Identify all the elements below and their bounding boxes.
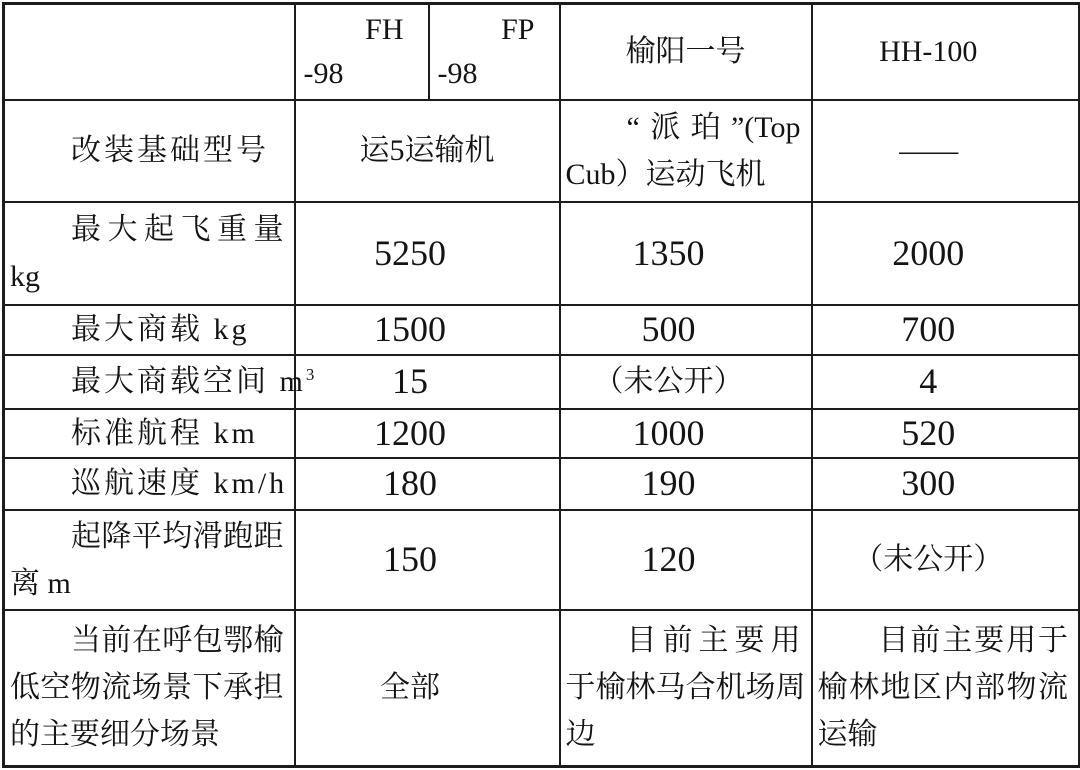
row-label-takeoff-roll: [4, 510, 295, 610]
label-line: 当前在呼包鄂榆: [71, 624, 284, 658]
cell-base-model-fhfp: 运5运输机: [295, 100, 560, 202]
cell-payload-yuyang: 500: [560, 305, 812, 355]
header-fp98: [429, 4, 560, 100]
header-fh98-line1: FH: [365, 12, 404, 46]
label-text: 最大商载 kg: [71, 313, 250, 346]
row-label-mtow: [4, 202, 295, 305]
table-row-cruise-speed: [4, 458, 1080, 510]
label-line: 离 m: [10, 566, 71, 600]
row-label-scenario: [4, 610, 295, 767]
cell-line: Cub）运动飞机: [565, 157, 766, 191]
cell-scenario-yuyang: [560, 610, 812, 767]
row-label-range: [4, 409, 295, 458]
table-row-max-payload: [4, 305, 1080, 355]
label-line: 的主要细分场景: [10, 718, 220, 752]
label-line: 最大起飞重量: [71, 213, 284, 246]
cell-scenario-hh100: [812, 610, 1080, 767]
cell-speed-hh100: 300: [812, 458, 1080, 510]
row-label-cruise-speed: [4, 458, 295, 510]
label-text: [5, 358, 318, 405]
cell-mtow-yuyang: 1350: [560, 202, 812, 305]
row-label-max-payload: [4, 305, 295, 355]
header-fh98-line2: -98: [303, 56, 344, 90]
header-yuyang-1: 榆阳一号: [560, 4, 812, 100]
label-text: 改装基础型号: [71, 134, 269, 167]
label-text: 巡航速度 km/h: [71, 467, 288, 500]
label-line: 低空物流场景下承担: [10, 671, 284, 705]
header-fp98-line1: FP: [501, 12, 535, 46]
label-line: 起降平均滑跑距: [71, 519, 284, 553]
cell-payload-fhfp: 1500: [295, 305, 560, 355]
header-fp98-line2: -98: [437, 56, 478, 90]
table-row-scenario: [4, 610, 1080, 767]
cell-range-yuyang: 1000: [560, 409, 812, 458]
cell-volume-hh100: 4: [812, 355, 1080, 409]
aircraft-comparison-table: [2, 2, 1080, 768]
table-row-takeoff-roll: [4, 510, 1080, 610]
cell-speed-yuyang: 190: [560, 458, 812, 510]
table-row-mtow: [4, 202, 1080, 305]
row-label-cargo-volume: [4, 355, 318, 409]
label-line: kg: [10, 260, 40, 293]
label-main: 最大商载空间 m: [71, 365, 306, 398]
table-row-base-model: [4, 100, 1080, 202]
cell-line: 目前主要用于: [878, 624, 1068, 658]
cell-line: 边: [565, 718, 596, 752]
cell-roll-yuyang: 120: [560, 510, 812, 610]
cell-range-fhfp: 1200: [295, 409, 560, 458]
cell-range-hh100: 520: [812, 409, 1080, 458]
cell-line: 榆林地区内部物流: [817, 671, 1068, 705]
cell-speed-fhfp: 180: [295, 458, 560, 510]
cell-line: 运输: [817, 718, 878, 752]
row-label-base-model: [4, 100, 295, 202]
cell-volume-yuyang: （未公开）: [560, 355, 812, 409]
cell-roll-fhfp: 150: [295, 510, 560, 610]
cell-base-model-yuyang: [560, 100, 812, 202]
cell-mtow-fhfp: 5250: [295, 202, 560, 305]
table-row-range: [4, 409, 1080, 458]
cell-scenario-fhfp: 全部: [295, 610, 560, 767]
cell-line: “派珀”(Top: [626, 110, 801, 144]
table-row-cargo-volume: [4, 355, 1080, 409]
cell-payload-hh100: 700: [812, 305, 1080, 355]
table-header-row: [4, 4, 1080, 100]
cell-roll-hh100: （未公开）: [812, 510, 1080, 610]
corner-cell: [4, 4, 295, 100]
header-hh-100: HH-100: [812, 4, 1080, 100]
cell-mtow-hh100: 2000: [812, 202, 1080, 305]
cell-line: 目前主要用: [626, 624, 801, 658]
label-text: 标准航程 km: [71, 416, 258, 450]
cell-volume-fhfp: 15: [295, 355, 560, 409]
cell-base-model-hh100: ——: [812, 100, 1080, 202]
cell-line: 于榆林马合机场周: [565, 671, 806, 705]
header-fh98: [295, 4, 429, 100]
label-superscript: 3: [305, 365, 318, 384]
